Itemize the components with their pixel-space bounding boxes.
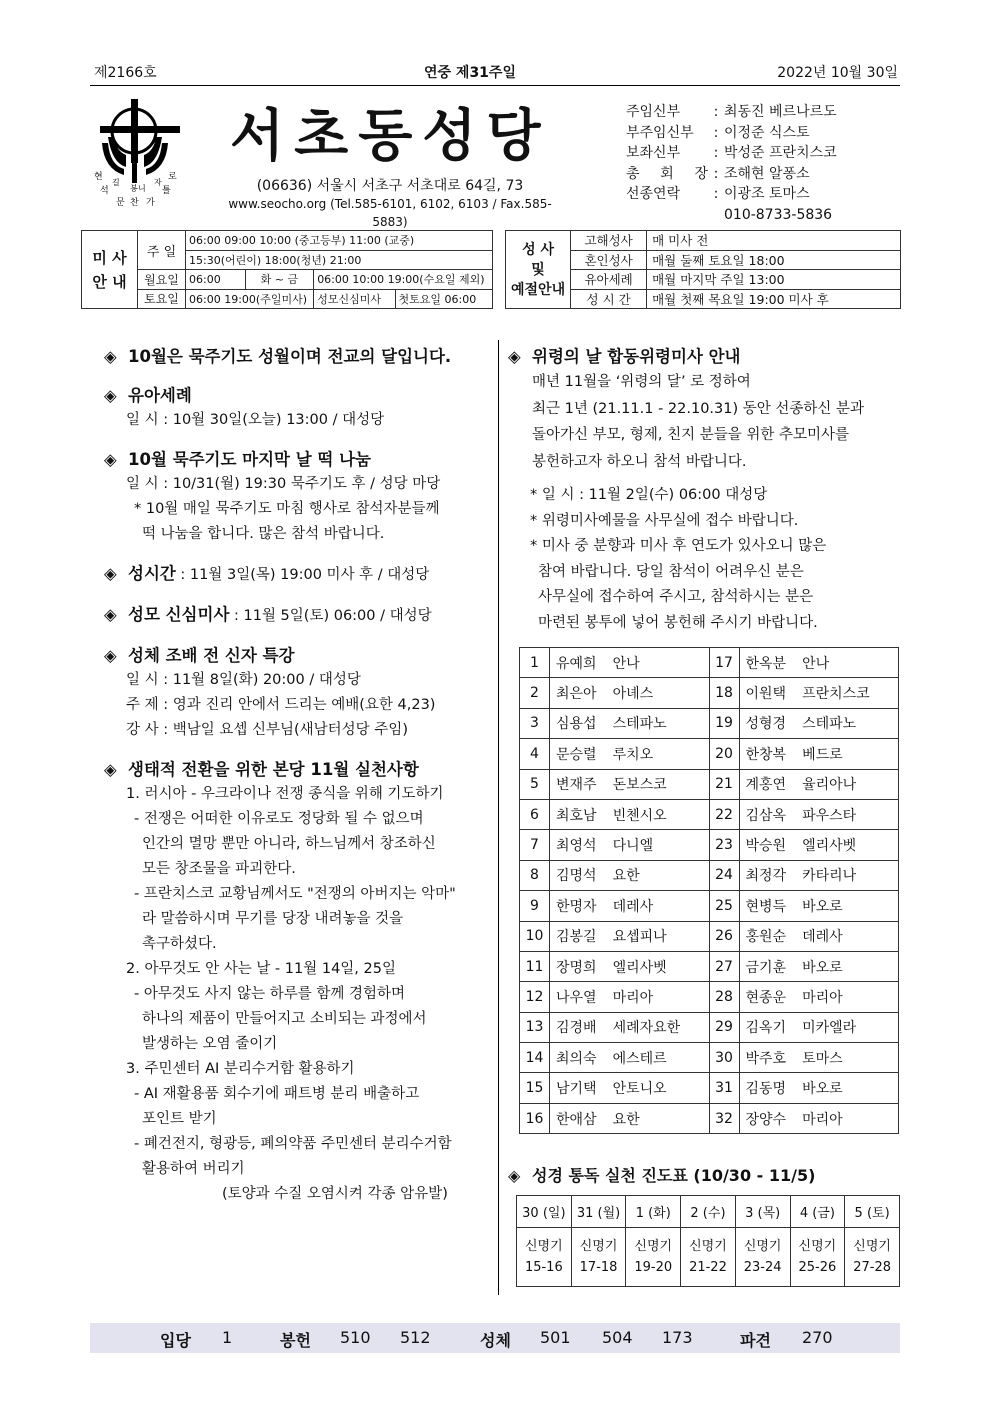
section-text: * 일 시 : 11월 2일(수) 06:00 대성당 xyxy=(530,487,768,503)
person-name: 김명석 xyxy=(556,868,597,885)
logo-char: 찬 xyxy=(130,198,139,208)
contact-line: www.seocho.org (Tel.585-6101, 6102, 6103 / Fax.585-5883) xyxy=(228,197,552,229)
person-name: 박승원 xyxy=(745,838,787,855)
mass-schedule-table xyxy=(81,230,493,309)
section-text: 인간의 멸망 뿐만 아니라, 하느님께서 창조하신 xyxy=(142,836,436,852)
bible-book: 신명기 xyxy=(798,1239,837,1254)
baptismal-name: 데레사 xyxy=(802,929,843,946)
person-cell xyxy=(550,1012,710,1042)
section-text: 봉헌하고자 하오니 참석 바랍니다. xyxy=(532,453,747,470)
person-name: 유예희 xyxy=(556,655,597,672)
bible-day: 30 (일) xyxy=(517,1196,572,1228)
section-heading: ◈ 10월 묵주기도 마지막 날 떡 나눔 xyxy=(104,450,371,469)
bible-book: 신명기 xyxy=(689,1239,727,1254)
person-cell xyxy=(550,891,710,921)
baptismal-name: 요한 xyxy=(612,1111,640,1128)
person-cell xyxy=(739,982,899,1012)
logo-char: 틀 xyxy=(162,186,171,196)
person-name: 김봉길 xyxy=(556,929,597,946)
staff-role: 주임신부 xyxy=(626,104,681,120)
person-name: 문승렬 xyxy=(556,746,597,763)
row-number: 8 xyxy=(520,860,550,890)
baptismal-name: 카타리나 xyxy=(802,868,857,885)
person-name: 최호남 xyxy=(556,807,597,824)
left-column xyxy=(104,344,494,1207)
top-bar xyxy=(90,60,900,86)
row-number: 11 xyxy=(520,951,550,981)
row-number: 25 xyxy=(709,891,739,921)
bible-chapters: 25-26 xyxy=(798,1260,837,1275)
section-heading: ◈ 성모 신심미사 : 11월 5일(토) 06:00 / 대성당 xyxy=(104,605,432,624)
first-saturday-label: 성모신심미사 xyxy=(314,289,395,309)
person-cell xyxy=(550,1043,710,1073)
baptismal-name: 스테파노 xyxy=(802,716,857,733)
person-name: 성형경 xyxy=(745,716,787,733)
bible-book: 신명기 xyxy=(743,1239,782,1254)
section-heading: ◈ 생태적 전환을 위한 본당 11월 실천사항 xyxy=(104,760,419,779)
staff-name: 박성준 프란치스코 xyxy=(724,145,837,161)
section-text: 주 제 : 영과 진리 안에서 드리는 예배(요한 4,23) xyxy=(126,697,436,713)
row-number: 4 xyxy=(520,739,550,769)
table-row xyxy=(520,1043,899,1073)
church-name: 서초동성당 xyxy=(230,103,551,169)
bible-book: 신명기 xyxy=(579,1239,618,1254)
saturday-time: 06:00 19:00(주일미사) xyxy=(186,289,314,309)
baptismal-name: 베드로 xyxy=(802,746,843,763)
person-name: 박주호 xyxy=(745,1050,787,1067)
stat-label: 성체 xyxy=(480,1331,511,1350)
weekday-time: 06:00 10:00 19:00(수요일 제외) xyxy=(314,270,493,290)
table-row xyxy=(520,769,899,799)
person-cell xyxy=(739,799,899,829)
bible-reading xyxy=(517,1228,572,1287)
baptismal-name: 엘리사벳 xyxy=(612,959,667,976)
address-line: (06636) 서울시 서초구 서초대로 64길, 73 xyxy=(256,178,524,194)
baptismal-name: 빈첸시오 xyxy=(612,807,667,824)
sacrament-value: 매월 마지막 주일 13:00 xyxy=(647,270,901,290)
section-text: 최근 1년 (21.11.1 - 22.10.31) 동안 선종하신 분과 xyxy=(532,400,865,417)
section-text: 참여 바랍니다. 당일 참석이 어려우신 분은 xyxy=(538,563,804,580)
staff-role: 보좌신부 xyxy=(626,145,681,161)
row-number: 17 xyxy=(709,648,739,678)
person-cell xyxy=(739,830,899,860)
baptismal-name: 마리아 xyxy=(802,989,843,1006)
sunday-times-1: 06:00 09:00 10:00 (중고등부) 11:00 (교중) xyxy=(186,231,493,251)
bible-day: 3 (목) xyxy=(735,1196,790,1228)
table-row xyxy=(520,860,899,890)
bible-reading xyxy=(681,1228,736,1287)
logo-char: 문 xyxy=(116,198,125,208)
baptismal-name: 스테파노 xyxy=(612,716,667,733)
person-name: 한명자 xyxy=(556,898,597,915)
person-cell xyxy=(550,799,710,829)
stat-label: 봉헌 xyxy=(280,1331,311,1350)
table-row xyxy=(520,921,899,951)
bible-day: 5 (토) xyxy=(845,1196,900,1228)
logo-char: 가 xyxy=(146,198,155,208)
section-text: 발생하는 오염 줄이기 xyxy=(142,1036,278,1052)
row-number: 3 xyxy=(520,708,550,738)
baptismal-name: 다니엘 xyxy=(612,838,654,855)
section-text: 2. 아무것도 안 사는 날 - 11월 14일, 25일 xyxy=(126,961,396,977)
row-number: 2 xyxy=(520,678,550,708)
person-cell xyxy=(550,951,710,981)
row-number: 24 xyxy=(709,860,739,890)
section-text: 모든 창조물을 파괴한다. xyxy=(142,861,296,877)
baptismal-name: 토마스 xyxy=(802,1050,843,1067)
table-row xyxy=(520,648,899,678)
table-row xyxy=(520,708,899,738)
bible-chapters: 23-24 xyxy=(743,1260,782,1275)
person-name: 한옥분 xyxy=(745,655,787,672)
stat-value: 173 xyxy=(662,1328,693,1347)
sacrament-value: 매 미사 전 xyxy=(647,231,901,251)
saturday-label: 토요일 xyxy=(138,289,186,309)
stat-value: 270 xyxy=(802,1328,833,1347)
section-text: 매년 11월을 ‘위령의 달’ 로 정하여 xyxy=(532,374,751,390)
person-cell xyxy=(739,769,899,799)
baptismal-name: 파우스타 xyxy=(802,807,857,824)
section-text: 사무실에 접수하여 주시고, 참석하시는 분은 xyxy=(538,589,814,605)
stat-value: 1 xyxy=(222,1328,233,1347)
monday-time: 06:00 xyxy=(186,270,246,290)
staff-phone: 010-8733-5836 xyxy=(724,206,833,223)
baptismal-name: 프란치스코 xyxy=(802,686,870,703)
staff-role: 부주임신부 xyxy=(626,124,694,141)
person-cell xyxy=(739,1073,899,1103)
section-text: 떡 나눔을 합니다. 많은 참석 바랍니다. xyxy=(142,526,385,542)
person-cell xyxy=(550,860,710,890)
person-cell xyxy=(739,678,899,708)
row-number: 19 xyxy=(709,708,739,738)
sacrament-value: 매월 첫째 목요일 19:00 미사 후 xyxy=(647,289,901,309)
person-name: 홍원순 xyxy=(745,929,787,946)
bible-day: 1 (화) xyxy=(626,1196,681,1228)
baptismal-name: 바오로 xyxy=(802,1081,843,1098)
section-heading: ◈ 성체 조배 전 신자 특강 xyxy=(104,646,295,665)
section-text: 강 사 : 백남일 요셉 신부님(새남터성당 주임) xyxy=(126,722,408,738)
person-name: 남기택 xyxy=(556,1081,597,1098)
sacrament-table xyxy=(505,230,901,309)
table-row xyxy=(520,830,899,860)
section-text: - 아무것도 사지 않는 하루를 함께 경험하며 xyxy=(134,986,406,1002)
bible-chapters: 17-18 xyxy=(579,1260,618,1275)
row-number: 6 xyxy=(520,799,550,829)
row-number: 26 xyxy=(709,921,739,951)
baptismal-name: 안토니오 xyxy=(612,1081,667,1098)
bible-reading xyxy=(626,1228,681,1287)
person-name: 최의숙 xyxy=(556,1050,597,1067)
row-number: 31 xyxy=(709,1073,739,1103)
table-row xyxy=(520,1103,899,1133)
baptismal-name: 요셉피나 xyxy=(612,929,667,946)
row-number: 32 xyxy=(709,1103,739,1133)
section-heading: ◈ 10월은 묵주기도 성월이며 전교의 달입니다. xyxy=(104,347,452,366)
logo-char: 자 xyxy=(154,178,162,187)
deceased-list-table xyxy=(519,647,899,1134)
person-cell xyxy=(550,769,710,799)
bible-chapters: 15-16 xyxy=(524,1260,563,1275)
baptismal-name: 엘리사벳 xyxy=(802,838,857,855)
person-cell xyxy=(739,1043,899,1073)
section-text: 3. 주민센터 AI 분리수거함 활용하기 xyxy=(126,1061,355,1077)
row-number: 15 xyxy=(520,1073,550,1103)
section-text: * 미사 중 분향과 미사 후 연도가 있사오니 많은 xyxy=(530,538,827,554)
baptismal-name: 세례자요한 xyxy=(612,1020,681,1037)
section-heading: ◈ 유아세례 xyxy=(104,386,192,405)
table-row xyxy=(520,678,899,708)
sacrament-label: 성 시 간 xyxy=(571,289,647,309)
section-text: - AI 재활용품 회수기에 패트병 분리 배출하고 xyxy=(134,1086,420,1102)
section-text: 일 시 : 10월 30일(오늘) 13:00 / 대성당 xyxy=(126,412,385,428)
row-number: 20 xyxy=(709,739,739,769)
table-row xyxy=(520,1073,899,1103)
sunday-label: 주 일 xyxy=(138,231,186,270)
table-row xyxy=(520,982,899,1012)
row-number: 14 xyxy=(520,1043,550,1073)
section-text: 일 시 : 11월 8일(화) 20:00 / 대성당 xyxy=(126,672,361,688)
bible-day: 2 (수) xyxy=(681,1196,736,1228)
logo-char: 니 xyxy=(138,184,146,193)
sacrament-value: 매월 둘째 토요일 18:00 xyxy=(647,250,901,270)
weekday-label: 화 ~ 금 xyxy=(245,270,314,290)
person-cell xyxy=(550,1103,710,1133)
person-name: 계홍연 xyxy=(745,777,787,794)
section-heading: ◈ 성시간 : 11월 3일(목) 19:00 미사 후 / 대성당 xyxy=(104,564,430,583)
baptismal-name: 데레사 xyxy=(612,898,654,915)
person-cell xyxy=(739,951,899,981)
person-name: 현종운 xyxy=(745,989,787,1006)
section-text: - 전쟁은 어떠한 이유로도 정당화 될 수 없으며 xyxy=(134,811,424,827)
person-name: 심용섭 xyxy=(556,716,597,733)
column-divider xyxy=(498,340,499,1295)
person-name: 한애삼 xyxy=(556,1111,597,1128)
section-text: 돌아가신 부모, 형제, 친지 분들을 위한 추모미사를 xyxy=(532,427,850,443)
baptismal-name: 아녜스 xyxy=(612,686,654,703)
sacrament-header: 성 사 및 예절안내 xyxy=(506,231,571,309)
baptismal-name: 율리아나 xyxy=(802,777,857,794)
person-name: 최은아 xyxy=(556,686,597,703)
bible-day: 4 (금) xyxy=(790,1196,845,1228)
bible-heading: ◈ 성경 통독 실천 진도표 (10/30 - 11/5) xyxy=(508,1166,816,1185)
person-name: 한창복 xyxy=(745,746,787,763)
row-number: 12 xyxy=(520,982,550,1012)
person-cell xyxy=(550,1073,710,1103)
table-row xyxy=(520,799,899,829)
bible-day: 31 (월) xyxy=(571,1196,626,1228)
sacrament-label: 고해성사 xyxy=(571,231,647,251)
row-number: 16 xyxy=(520,1103,550,1133)
baptismal-name: 에스테르 xyxy=(612,1050,667,1067)
staff-role: 총 회 장 xyxy=(626,165,708,182)
bible-book: 신명기 xyxy=(634,1239,673,1254)
first-saturday-time: 첫토요일 06:00 xyxy=(395,289,492,309)
baptismal-name: 미카엘라 xyxy=(802,1020,857,1037)
baptismal-name: 마리아 xyxy=(612,989,654,1006)
row-number: 30 xyxy=(709,1043,739,1073)
person-cell xyxy=(739,1103,899,1133)
person-name: 변재주 xyxy=(556,777,597,794)
section-text: (토양과 수질 오염시켜 각종 암유발) xyxy=(222,1186,448,1202)
row-number: 1 xyxy=(520,648,550,678)
section-text: 일 시 : 10/31(월) 19:30 묵주기도 후 / 성당 마당 xyxy=(126,476,441,492)
person-cell xyxy=(550,678,710,708)
bible-book: 신명기 xyxy=(853,1239,891,1254)
section-heading: ◈ 위령의 날 합동위령미사 안내 xyxy=(508,347,741,366)
table-row xyxy=(520,1012,899,1042)
baptismal-name: 바오로 xyxy=(802,898,843,915)
row-number: 22 xyxy=(709,799,739,829)
bible-reading xyxy=(790,1228,845,1287)
person-cell xyxy=(739,860,899,890)
logo-char: 석 xyxy=(100,186,109,196)
person-cell xyxy=(550,708,710,738)
person-cell xyxy=(739,891,899,921)
person-name: 김경배 xyxy=(556,1020,597,1037)
row-number: 27 xyxy=(709,951,739,981)
person-name: 김옥기 xyxy=(745,1020,787,1037)
logo-char: 로 xyxy=(168,172,177,182)
staff-name: 이정준 식스토 xyxy=(724,124,810,141)
person-name: 장양수 xyxy=(745,1111,787,1128)
baptismal-name: 루치오 xyxy=(612,746,654,763)
staff-name: 조해현 알퐁소 xyxy=(724,165,810,182)
stat-label: 입당 xyxy=(160,1331,191,1350)
row-number: 5 xyxy=(520,769,550,799)
row-number: 7 xyxy=(520,830,550,860)
church-address xyxy=(215,177,565,231)
table-row xyxy=(520,951,899,981)
sacrament-label: 유아세례 xyxy=(571,270,647,290)
sunday-times-2: 15:30(어린이) 18:00(청년) 21:00 xyxy=(186,250,493,270)
stat-value: 501 xyxy=(540,1328,571,1347)
row-number: 10 xyxy=(520,921,550,951)
staff-name: 이광조 토마스 xyxy=(724,186,810,202)
bible-chapters: 27-28 xyxy=(853,1260,891,1275)
person-cell xyxy=(550,982,710,1012)
sacrament-label: 혼인성사 xyxy=(571,250,647,270)
logo-char: 길 xyxy=(112,178,120,187)
row-number: 29 xyxy=(709,1012,739,1042)
section-text: * 10월 매일 묵주기도 마침 행사로 참석자분들께 xyxy=(134,501,440,517)
person-cell xyxy=(550,830,710,860)
bible-reading xyxy=(845,1228,900,1287)
staff-name: 최동진 베르나르도 xyxy=(724,104,837,120)
row-number: 9 xyxy=(520,891,550,921)
row-number: 28 xyxy=(709,982,739,1012)
person-name: 최영석 xyxy=(556,838,597,855)
baptismal-name: 요한 xyxy=(612,868,640,885)
person-name: 금기훈 xyxy=(745,959,787,976)
person-cell xyxy=(739,739,899,769)
table-row xyxy=(520,739,899,769)
person-cell xyxy=(739,921,899,951)
bible-chapters: 21-22 xyxy=(689,1260,727,1275)
person-cell xyxy=(739,1012,899,1042)
baptismal-name: 안나 xyxy=(802,655,830,672)
row-number: 23 xyxy=(709,830,739,860)
mass-header: 미 사 안 내 xyxy=(82,231,138,309)
person-cell xyxy=(550,921,710,951)
person-name: 최정각 xyxy=(745,868,787,885)
stat-value: 512 xyxy=(400,1328,431,1347)
section-text: - 폐건전지, 형광등, 폐의약품 주민센터 분리수거함 xyxy=(134,1136,452,1152)
baptismal-name: 마리아 xyxy=(802,1111,843,1128)
church-logo-icon xyxy=(92,97,184,209)
staff-role: 선종연락 xyxy=(626,186,681,202)
section-text: 활용하여 버리기 xyxy=(142,1161,245,1177)
section-text: - 프란치스코 교황님께서도 "전쟁의 아버지는 악마" xyxy=(134,886,456,902)
row-number: 13 xyxy=(520,1012,550,1042)
section-text: * 위령미사예물을 사무실에 접수 바랍니다. xyxy=(530,512,799,529)
issue-number: 제2166호 xyxy=(94,65,157,81)
right-column xyxy=(508,344,900,636)
stats-bar xyxy=(90,1323,900,1353)
stat-value: 510 xyxy=(340,1328,371,1347)
bible-reading-table xyxy=(516,1195,900,1287)
section-text: 1. 러시아 - 우크라이나 전쟁 종식을 위해 기도하기 xyxy=(126,786,444,802)
bible-reading xyxy=(735,1228,790,1287)
person-name: 김삼옥 xyxy=(745,807,787,824)
baptismal-name: 돈보스코 xyxy=(612,777,667,794)
person-name: 현병득 xyxy=(745,898,787,915)
person-cell xyxy=(739,648,899,678)
baptismal-name: 안나 xyxy=(612,655,640,672)
section-text: 하나의 제품이 만들어지고 소비되는 과정에서 xyxy=(142,1011,427,1027)
stat-label: 파견 xyxy=(740,1331,771,1350)
baptismal-name: 바오로 xyxy=(802,959,843,976)
section-text: 라 말씀하시며 무기를 당장 내려놓을 것을 xyxy=(142,911,404,927)
person-name: 김동명 xyxy=(745,1081,787,1098)
logo-char: 봉 xyxy=(130,184,138,193)
person-name: 나우열 xyxy=(556,989,597,1006)
table-row xyxy=(520,891,899,921)
section-text: 포인트 받기 xyxy=(142,1111,217,1127)
liturgical-week: 연중 제31주일 xyxy=(424,65,516,81)
row-number: 18 xyxy=(709,678,739,708)
person-name: 장명희 xyxy=(556,959,597,976)
logo-char: 현 xyxy=(94,172,103,182)
section-text: 마련된 봉투에 넣어 봉헌해 주시기 바랍니다. xyxy=(538,614,818,631)
person-cell xyxy=(739,708,899,738)
bible-chapters: 19-20 xyxy=(634,1260,673,1275)
stat-value: 504 xyxy=(602,1328,633,1347)
bible-reading xyxy=(571,1228,626,1287)
person-cell xyxy=(550,648,710,678)
section-text: 촉구하셨다. xyxy=(142,936,217,952)
issue-date: 2022년 10월 30일 xyxy=(777,65,898,81)
monday-label: 월요일 xyxy=(138,270,186,290)
bible-book: 신명기 xyxy=(525,1239,563,1254)
person-name: 이원택 xyxy=(745,686,787,703)
person-cell xyxy=(550,739,710,769)
staff-list: 주임신부 : 최동진 베르나르도 부주임신부 : 이정준 식스토 보좌신부 : 박성준 프란치스코 총 회 장 : 조해현 알퐁소 선종연락 : 이광조 토마스 010-8733-5836 xyxy=(626,102,837,225)
row-number: 21 xyxy=(709,769,739,799)
